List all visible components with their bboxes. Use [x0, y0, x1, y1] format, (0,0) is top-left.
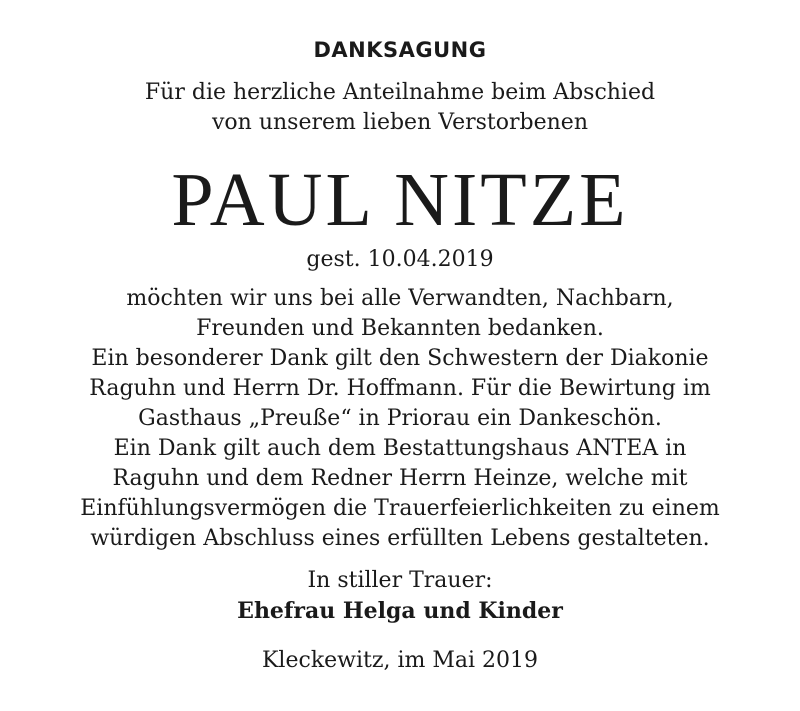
deceased-name: PAUL NITZE: [171, 158, 629, 242]
intro-line: Für die herzliche Anteilnahme beim Abschied: [144, 80, 656, 105]
death-date: gest. 10.04.2019: [306, 247, 494, 272]
place-date: Kleckewitz, im Mai 2019: [262, 648, 538, 673]
closing-line: In stiller Trauer:: [307, 568, 493, 593]
body-line: würdigen Abschluss eines erfüllten Lebens gestalteten.: [90, 526, 710, 551]
body-line: Ein besonderer Dank gilt den Schwestern der Diakonie: [91, 346, 709, 371]
body-line: Raguhn und dem Redner Herrn Heinze, welche mit: [112, 466, 688, 491]
body-line: Raguhn und Herrn Dr. Hoffmann. Für die Bewirtung im: [89, 376, 711, 401]
body-line: Einfühlungsvermögen die Trauerfeierlichkeiten zu einem: [80, 496, 720, 521]
body-line: Gasthaus „Preuße“ in Priorau ein Dankeschön.: [138, 406, 662, 431]
body-line: möchten wir uns bei alle Verwandten, Nachbarn,: [126, 286, 674, 311]
signature: Ehefrau Helga und Kinder: [237, 598, 563, 624]
body-line: Ein Dank gilt auch dem Bestattungshaus ANTEA in: [113, 436, 687, 461]
body-line: Freunden und Bekannten bedanken.: [196, 316, 604, 341]
notice-heading: DANKSAGUNG: [313, 38, 487, 62]
intro-line: von unserem lieben Verstorbenen: [212, 110, 588, 135]
